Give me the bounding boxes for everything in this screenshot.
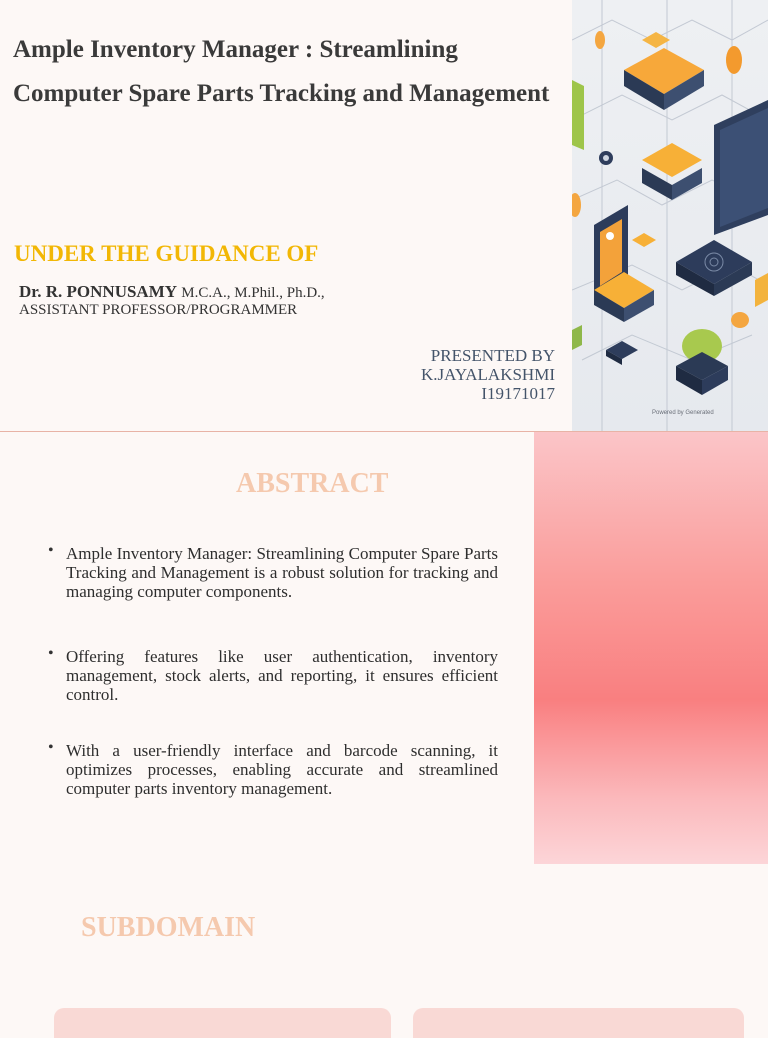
illustration-svg <box>572 0 768 431</box>
presenter-name: K.JAYALAKSHMI <box>421 365 555 384</box>
presenter-block <box>421 346 555 403</box>
guidance-heading: UNDER THE GUIDANCE OF <box>14 241 319 266</box>
abstract-bullet: • Offering features like user authentication, inventory management, stock alerts, and reporting, it ensures efficient control. <box>48 647 498 704</box>
guide-designation: ASSISTANT PROFESSOR/PROGRAMMER <box>19 302 298 318</box>
decorative-gradient-panel <box>534 432 768 864</box>
isometric-tech-illustration-icon <box>572 0 768 431</box>
subdomain-card <box>413 1008 744 1038</box>
presentation-title: Ample Inventory Manager : Streamlining Computer Spare Parts Tracking and Management <box>13 36 550 107</box>
guide-name-line <box>19 282 325 302</box>
title-slide <box>0 0 768 431</box>
illustration-caption: Powered by Generated <box>652 410 714 416</box>
presented-by-label: PRESENTED BY <box>430 346 555 365</box>
abstract-bullet: • With a user-friendly interface and barcode scanning, it optimizes processes, enabling accurate and streamlined computer parts inventory management. <box>48 741 498 798</box>
subdomain-card <box>54 1008 391 1038</box>
abstract-slide <box>0 432 768 864</box>
abstract-bullet: • Ample Inventory Manager: Streamlining Computer Spare Parts Tracking and Management is a robust solution for tracking and managing computer components. <box>48 544 498 601</box>
subdomain-heading: SUBDOMAIN <box>81 912 256 943</box>
guide-degrees: M.C.A., M.Phil., Ph.D., <box>181 285 325 301</box>
subdomain-slide <box>0 864 768 1024</box>
abstract-heading: ABSTRACT <box>236 468 389 499</box>
guide-name: Dr. R. PONNUSAMY <box>19 282 178 301</box>
abstract-bullet-list <box>48 544 498 798</box>
presenter-id: I19171017 <box>481 384 555 403</box>
